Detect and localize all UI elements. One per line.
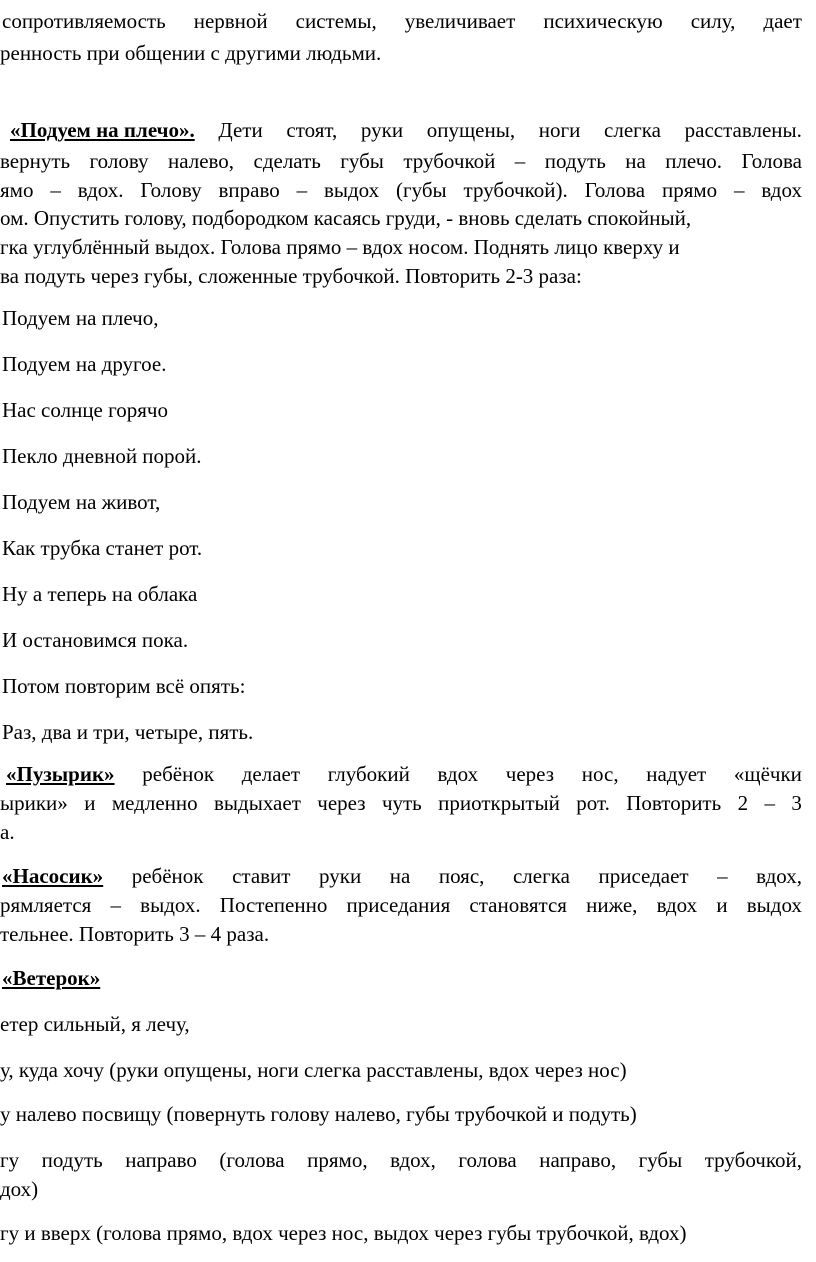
word: вдох, xyxy=(390,1148,436,1172)
word: ребёнок xyxy=(142,762,215,786)
word: приседания xyxy=(346,893,451,917)
word: Голова xyxy=(741,149,802,173)
ex2-title: «Пузырик» xyxy=(6,762,115,786)
word: выдох xyxy=(323,178,380,202)
word: нервной xyxy=(193,9,268,33)
poem-line: Подуем на живот, xyxy=(2,490,161,514)
word: трубочкой xyxy=(403,149,496,173)
word: Дети xyxy=(218,118,263,142)
word: – xyxy=(296,178,308,202)
word: трубочкой, xyxy=(704,1148,802,1172)
word: направо xyxy=(125,1148,197,1172)
poem-line: Как трубка станет рот. xyxy=(2,536,203,560)
word: опущены, xyxy=(426,118,516,142)
word: губы xyxy=(638,1148,683,1172)
ex1-line-2 xyxy=(0,148,802,174)
word: и xyxy=(84,791,96,815)
ex1-line-4: ом. Опустить голову, подбородком касаясь груди, - вновь сделать спокойный, xyxy=(0,206,692,230)
word: нос, xyxy=(581,762,619,786)
poem-line: Раз, два и три, четыре, пять. xyxy=(2,720,254,744)
word: и xyxy=(716,893,728,917)
word: ырики» xyxy=(0,791,68,815)
ex3-line-1 xyxy=(2,863,802,889)
word: приоткрытый xyxy=(438,791,560,815)
poem-line: Потом повторим всё опять: xyxy=(2,674,246,698)
word: слегка xyxy=(512,864,570,888)
ex3-line-3: тельнее. Повторить 3 – 4 раза. xyxy=(0,922,270,946)
word: вернуть xyxy=(0,149,71,173)
word: вдох xyxy=(437,762,479,786)
ex4-line-3: у налево посвищу (повернуть голову налево, губы трубочкой и подуть) xyxy=(0,1102,637,1126)
word: 2 xyxy=(737,791,749,815)
word: дает xyxy=(763,9,802,33)
word: – xyxy=(717,864,728,888)
word: руки xyxy=(319,864,362,888)
word: Повторить xyxy=(626,791,722,815)
word: ребёнок xyxy=(131,864,204,888)
poem-line: Ну а теперь на облака xyxy=(2,582,198,606)
ex4-line-1: етер сильный, я лечу, xyxy=(0,1012,190,1036)
word: подуть xyxy=(544,149,606,173)
word: – xyxy=(514,149,526,173)
word: руки xyxy=(360,118,404,142)
word: голова xyxy=(458,1148,517,1172)
ex1-title: «Подуем на плечо». xyxy=(10,118,195,142)
ex2-line-2 xyxy=(0,790,802,816)
word: ставит xyxy=(232,864,291,888)
word: трубочкой). xyxy=(463,178,568,202)
word: выдыхает xyxy=(214,791,301,815)
intro-line-1 xyxy=(2,8,802,34)
word: подуть xyxy=(41,1148,103,1172)
word: – xyxy=(764,791,775,815)
ex2-line-3: а. xyxy=(0,820,15,844)
word: делает xyxy=(241,762,301,786)
ex1-line-3 xyxy=(0,177,802,203)
word: на xyxy=(625,149,646,173)
word: прямо, xyxy=(307,1148,368,1172)
word: стоят, xyxy=(286,118,338,142)
word: плечо. xyxy=(665,149,723,173)
word: вдох xyxy=(656,893,698,917)
word: приседает xyxy=(598,864,689,888)
word: (губы xyxy=(396,178,447,202)
ex3-title: «Насосик» xyxy=(2,864,104,888)
word: налево, xyxy=(167,149,235,173)
ex4-line-5: дох) xyxy=(0,1177,39,1201)
poem-line: Пекло дневной порой. xyxy=(2,444,202,468)
ex3-line-2 xyxy=(0,892,802,918)
ex1-line-5: гка углублённый выдох. Голова прямо – вдох носом. Поднять лицо кверху и xyxy=(0,235,680,259)
poem-line: Подуем на плечо, xyxy=(2,306,159,330)
word: – xyxy=(50,178,61,202)
ex4-title-line xyxy=(2,965,100,991)
word: чуть xyxy=(381,791,422,815)
ex4-title: «Ветерок» xyxy=(2,966,101,990)
word: ямо xyxy=(0,178,34,202)
word: становятся xyxy=(469,893,567,917)
poem-line: Подуем на другое. xyxy=(2,352,167,376)
word: психическую xyxy=(543,9,663,33)
word: Голову xyxy=(140,178,202,202)
word: увеличивает xyxy=(404,9,516,33)
word: медленно xyxy=(111,791,198,815)
word: Постепенно xyxy=(219,893,328,917)
word: вдох. xyxy=(77,178,124,202)
word: на xyxy=(389,864,411,888)
word: системы, xyxy=(295,9,377,33)
word: губы xyxy=(340,149,384,173)
word: рот. xyxy=(576,791,610,815)
word: – xyxy=(734,178,745,202)
word: выдох. xyxy=(140,893,201,917)
poem-line: Нас солнце горячо xyxy=(2,398,168,422)
word: через xyxy=(317,791,366,815)
word: ниже, xyxy=(586,893,638,917)
word: силу, xyxy=(690,9,736,33)
word: Голова xyxy=(584,178,646,202)
word: расставлены. xyxy=(684,118,802,142)
word: слегка xyxy=(604,118,661,142)
intro-line-2: ренность при общении с другими людьми. xyxy=(0,41,382,65)
word: гу xyxy=(0,1148,20,1172)
poem-line: И остановимся пока. xyxy=(2,628,189,652)
word: рямляется xyxy=(0,893,92,917)
word: вправо xyxy=(218,178,280,202)
word: надует xyxy=(646,762,707,786)
word: выдох xyxy=(746,893,802,917)
ex4-line-4 xyxy=(0,1147,802,1173)
word: сопротивляемость xyxy=(2,9,166,33)
ex1-line-6: ва подуть через губы, сложенные трубочкой. Повторить 2-3 раза: xyxy=(0,264,582,288)
word: «щёчки xyxy=(733,762,802,786)
word: 3 xyxy=(791,791,802,815)
word: направо, xyxy=(539,1148,617,1172)
word: ноги xyxy=(538,118,581,142)
word: голову xyxy=(89,149,149,173)
ex2-line-1 xyxy=(6,761,802,787)
word: (голова xyxy=(219,1148,285,1172)
word: глубокий xyxy=(327,762,410,786)
word: через xyxy=(505,762,555,786)
word: пояс, xyxy=(438,864,485,888)
word: вдох, xyxy=(756,864,802,888)
word: вдох xyxy=(761,178,802,202)
ex1-line-1 xyxy=(10,117,802,143)
word: – xyxy=(110,893,121,917)
ex4-line-6: гу и вверх (голова прямо, вдох через нос, выдох через губы трубочкой, вдох) xyxy=(0,1221,687,1245)
word: сделать xyxy=(253,149,321,173)
word: прямо xyxy=(661,178,718,202)
ex4-line-2: у, куда хочу (руки опущены, ноги слегка расставлены, вдох через нос) xyxy=(0,1058,627,1082)
